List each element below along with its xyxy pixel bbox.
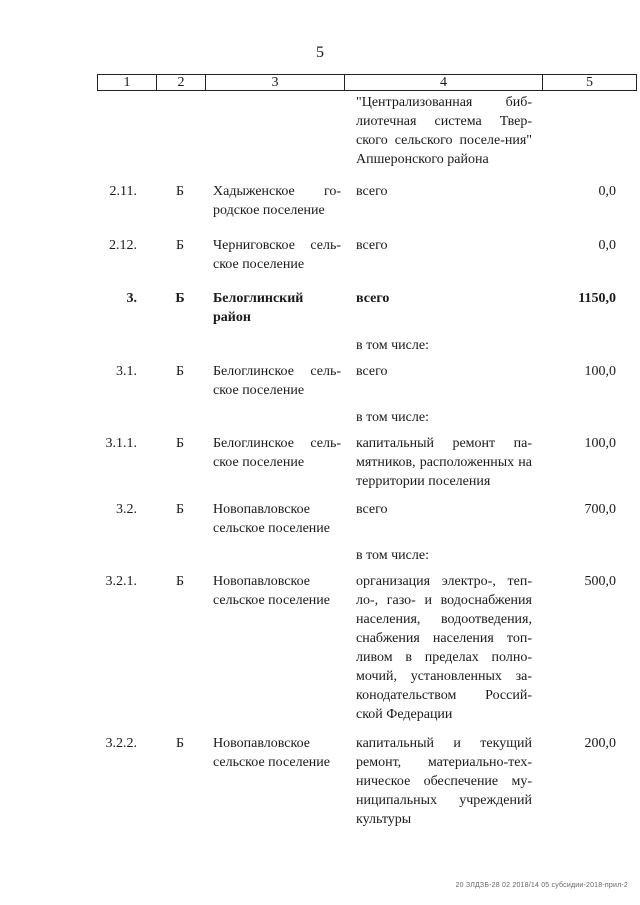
row-number: 2.12. [109, 238, 137, 253]
purpose-cell: всего [356, 238, 388, 253]
purpose-cell: "Централизованная биб-лиотечная система Твер-ского сельского поселе-ния" Апшеронского района [356, 95, 532, 167]
table-header [97, 74, 637, 91]
municipality-name: Белоглинское сель-ское поселение [213, 436, 341, 470]
amount-cell: 1150,0 [578, 291, 616, 306]
purpose-cell: капитальный ремонт па-мятников, расположенных на территории поселения [356, 436, 532, 489]
purpose-cell: организация электро-, теп-ло-, газо- и водоснабжения населения, водоотведения, снабжения населения топ-ливом в пределах полно-мочий, установленных за-конодательством Россий-ской Федерации [356, 574, 532, 722]
purpose-cell: всего [356, 184, 388, 199]
header-col-1: 1 [98, 75, 157, 90]
row-number: 3.2.1. [105, 574, 137, 589]
row-number: 3.2.2. [105, 736, 137, 751]
row-group: Б [175, 238, 185, 253]
row-group: Б [175, 502, 185, 517]
subhead-including: в том числе: [356, 548, 429, 563]
purpose-cell: всего [356, 291, 390, 306]
amount-cell: 200,0 [584, 736, 616, 751]
row-group: Б [175, 736, 185, 751]
row-group: Б [175, 574, 185, 589]
row-number: 3. [126, 291, 137, 306]
amount-cell: 100,0 [584, 436, 616, 451]
header-col-5: 5 [586, 75, 593, 90]
purpose-cell: капитальный и текущий ремонт, материально-тех-ническое обеспечение му-ниципальных учреждений культуры [356, 736, 532, 827]
amount-cell: 500,0 [584, 574, 616, 589]
row-group: Б [175, 436, 185, 451]
header-col-4: 4 [345, 75, 543, 90]
purpose-cell: всего [356, 502, 388, 517]
header-col-3: 3 [206, 75, 345, 90]
municipality-name: Новопавловское сельское поселение [213, 736, 330, 770]
amount-cell: 0,0 [598, 184, 616, 199]
municipality-name: Новопавловское сельское поселение [213, 574, 330, 608]
row-number: 2.11. [109, 184, 137, 199]
municipality-name: Черниговское сель-ское поселение [213, 238, 341, 272]
purpose-cell: всего [356, 364, 388, 379]
header-col-2: 2 [157, 75, 206, 90]
row-group: Б [175, 364, 185, 379]
row-number: 3.2. [116, 502, 137, 517]
row-number: 3.1.1. [105, 436, 137, 451]
subhead-including: в том числе: [356, 338, 429, 353]
municipality-name: Хадыженское го-родское поселение [213, 184, 341, 218]
municipality-name: Белоглинское сель-ское поселение [213, 364, 341, 398]
row-group: Б [175, 291, 185, 306]
amount-cell: 700,0 [584, 502, 616, 517]
amount-cell: 0,0 [598, 238, 616, 253]
subhead-including: в том числе: [356, 410, 429, 425]
municipality-name: Новопавловское сельское поселение [213, 502, 330, 536]
row-group: Б [175, 184, 185, 199]
footer-file-path: 20 ЗЛДЗБ-28 02 2018/14 05 субсидии-2018-прил-2 [455, 882, 628, 889]
row-number: 3.1. [116, 364, 137, 379]
municipality-name: Белоглинский район [213, 291, 304, 325]
amount-cell: 100,0 [584, 364, 616, 379]
page-number: 5 [316, 44, 324, 61]
